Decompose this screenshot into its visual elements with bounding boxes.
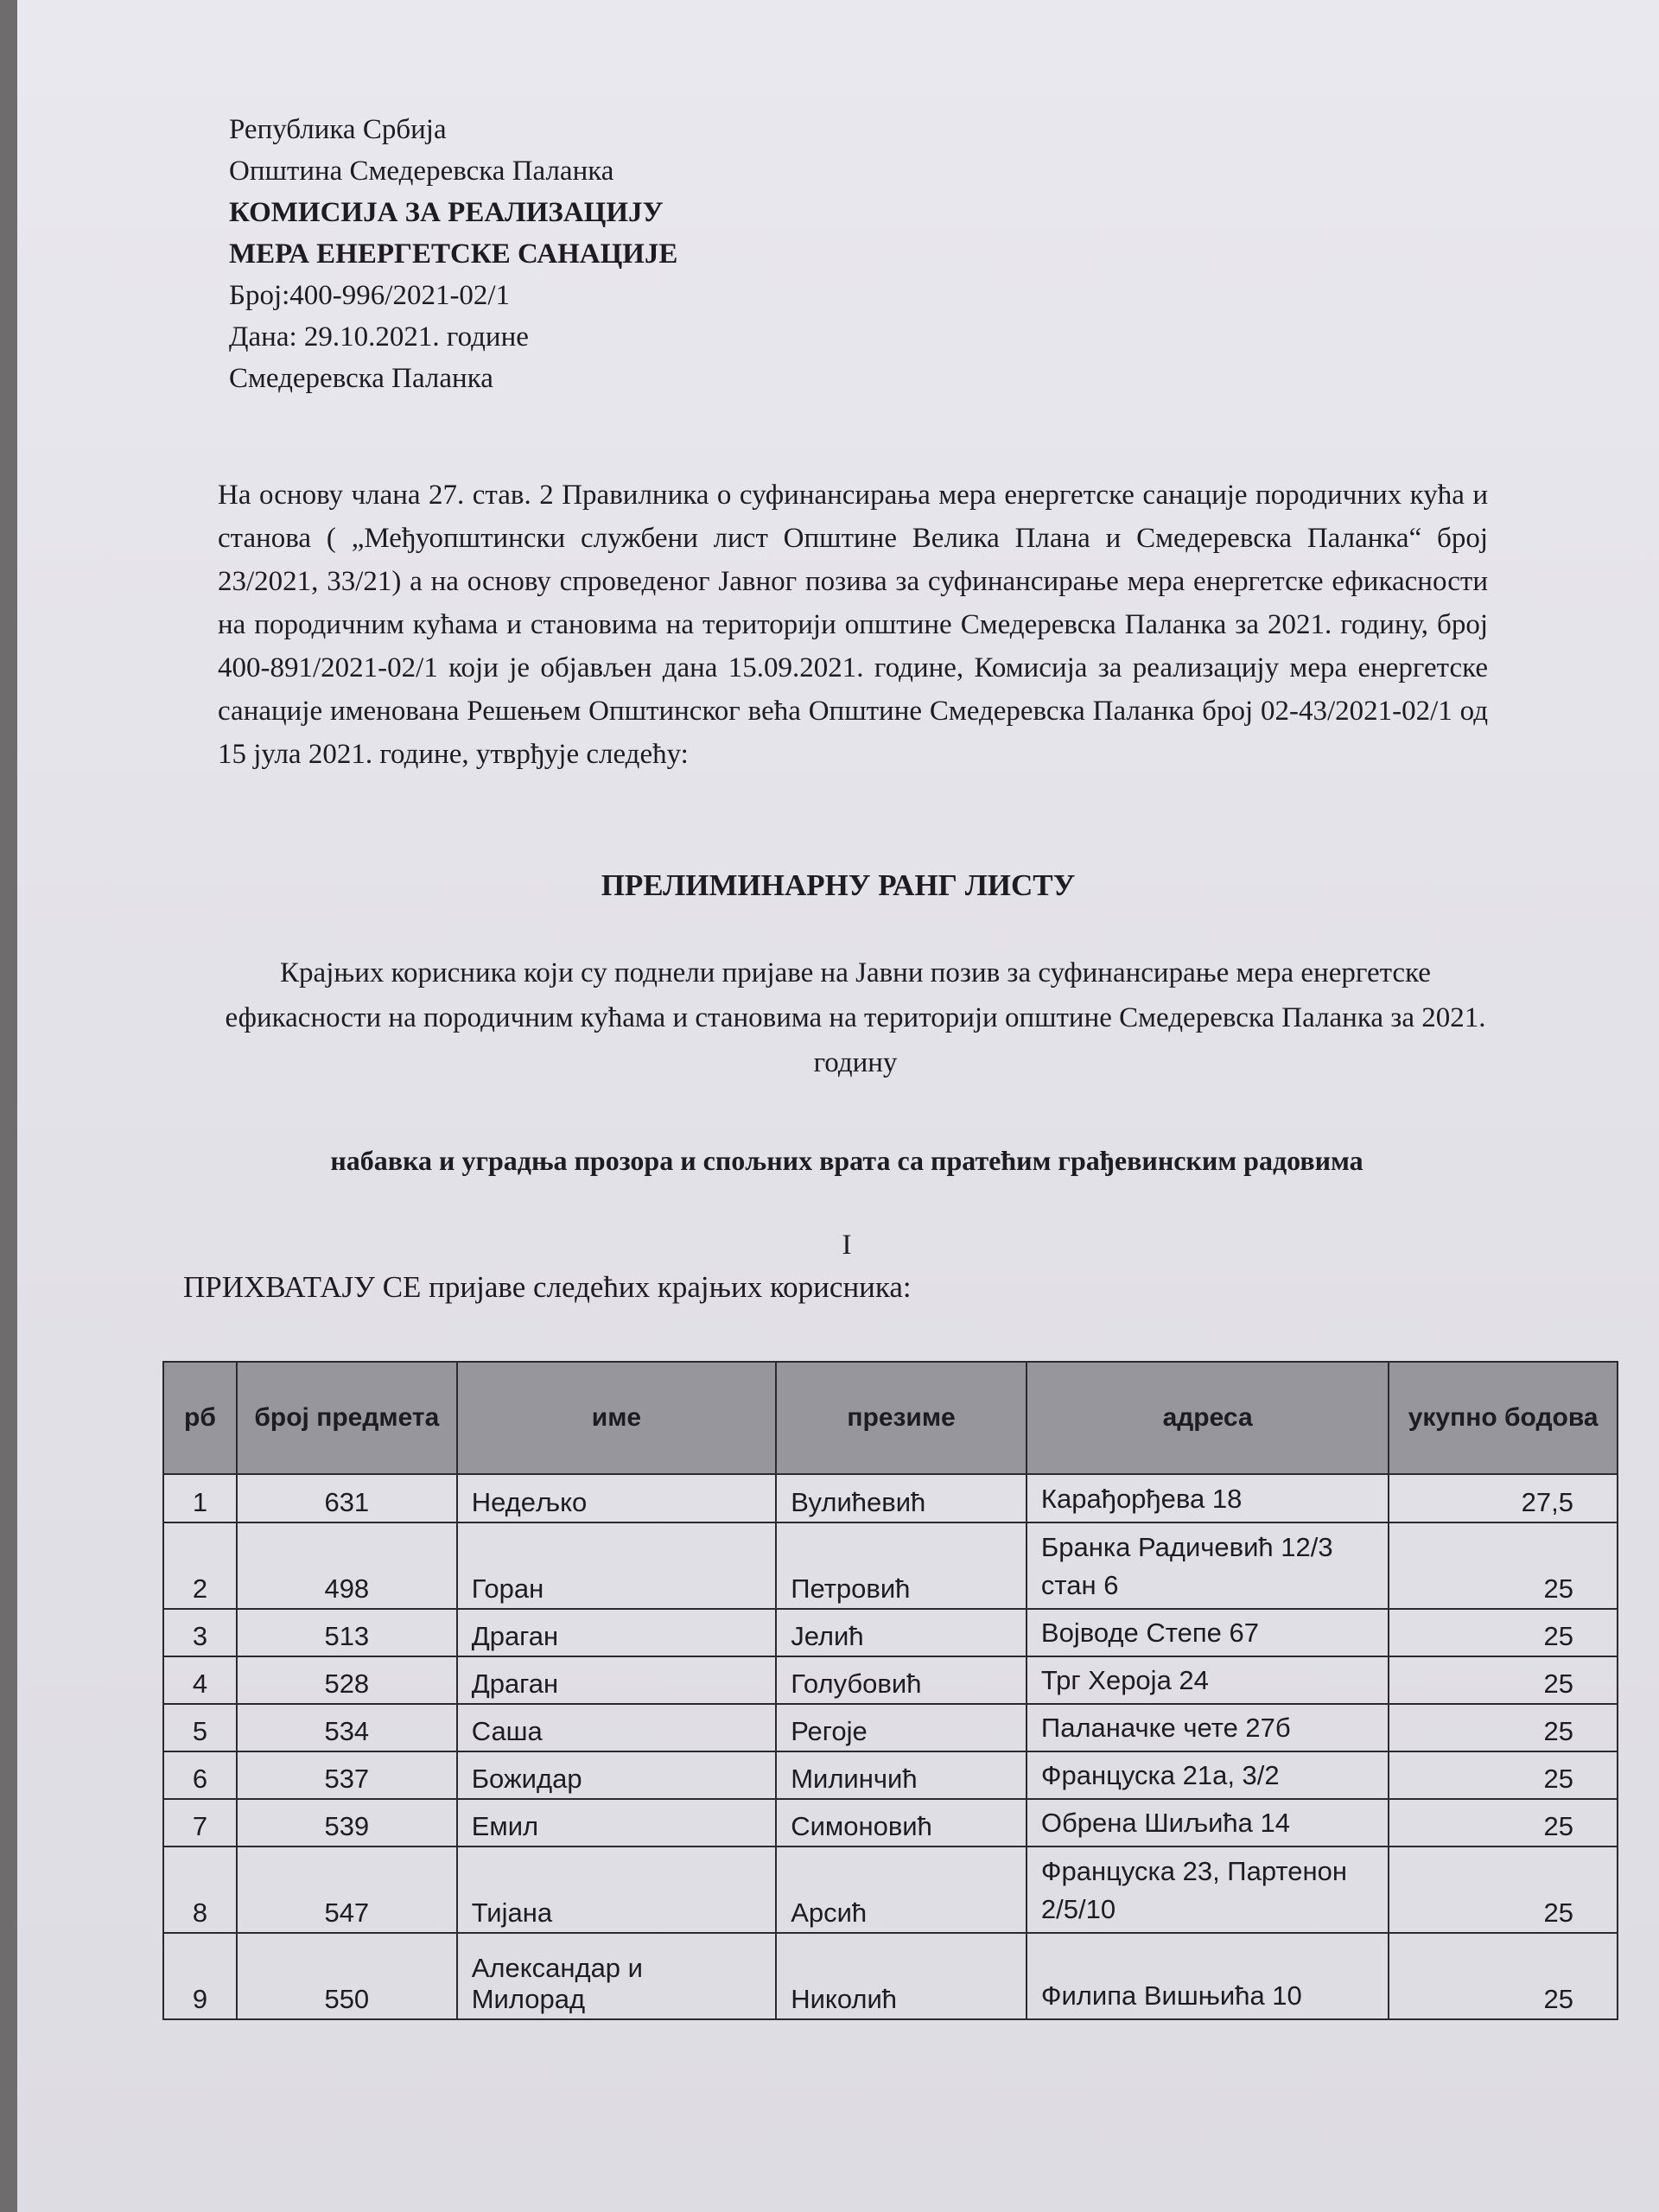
- header-country: Република Србија: [229, 114, 447, 145]
- col-header-last-name: презиме: [776, 1362, 1027, 1474]
- cell-first-name: Драган: [457, 1609, 777, 1656]
- document-page: [17, 0, 1659, 2212]
- cell-case: 513: [237, 1609, 457, 1656]
- cell-rb: 8: [163, 1847, 237, 1933]
- cell-address: Војводе Степе 67: [1027, 1609, 1389, 1656]
- header-number: Број:400-996/2021-02/1: [229, 280, 511, 311]
- page-title: ПРЕЛИМИНАРНУ РАНГ ЛИСТУ: [601, 868, 1076, 902]
- ranking-table: [162, 1361, 1618, 2020]
- cell-first-name: Божидар: [457, 1751, 777, 1799]
- cell-case: 537: [237, 1751, 457, 1799]
- cell-rb: 4: [163, 1656, 237, 1704]
- cell-first-name: Емил: [457, 1799, 777, 1847]
- cell-address: Трг Хероја 24: [1027, 1656, 1389, 1704]
- header-place: Смедеревска Паланка: [229, 363, 493, 394]
- cell-first-name: Горан: [457, 1522, 777, 1609]
- cell-last-name: Регоје: [776, 1704, 1027, 1751]
- cell-case: 550: [237, 1933, 457, 2019]
- measure-heading: набавка и уградња прозора и спољних врата са пратећим грађевинским радовима: [330, 1145, 1363, 1176]
- cell-rb: 5: [163, 1704, 237, 1751]
- cell-first-name: Саша: [457, 1704, 777, 1751]
- cell-address: Филипа Вишњића 10: [1027, 1933, 1389, 2019]
- cell-points: 25: [1389, 1522, 1618, 1609]
- cell-points: 25: [1389, 1609, 1618, 1656]
- cell-case: 528: [237, 1656, 457, 1704]
- header-commission-2: МЕРА ЕНЕРГЕТСКЕ САНАЦИЈЕ: [229, 238, 678, 270]
- cell-address: Карађорђева 18: [1027, 1474, 1389, 1522]
- cell-address: Паланачке чете 27б: [1027, 1704, 1389, 1751]
- table-row: [163, 1751, 1618, 1799]
- section-number: I: [842, 1230, 852, 1261]
- col-header-case: број предмета: [237, 1362, 457, 1474]
- document-header: [229, 109, 677, 399]
- table-row: [163, 1609, 1618, 1656]
- cell-points: 25: [1389, 1656, 1618, 1704]
- cell-last-name: Николић: [776, 1933, 1027, 2019]
- cell-last-name: Милинчић: [776, 1751, 1027, 1799]
- cell-points: 25: [1389, 1933, 1618, 2019]
- cell-last-name: Вулићевић: [776, 1474, 1027, 1522]
- header-commission: КОМИСИЈА ЗА РЕАЛИЗАЦИЈУ: [229, 197, 664, 228]
- cell-last-name: Симоновић: [776, 1799, 1027, 1847]
- cell-last-name: Јелић: [776, 1609, 1027, 1656]
- cell-address: Француска 23, Партенон 2/5/10: [1027, 1847, 1389, 1933]
- table-row: [163, 1847, 1618, 1933]
- cell-points: 25: [1389, 1751, 1618, 1799]
- cell-first-name: Александар и Милорад: [457, 1933, 777, 2019]
- cell-first-name: Драган: [457, 1656, 777, 1704]
- cell-rb: 2: [163, 1522, 237, 1609]
- cell-points: 25: [1389, 1847, 1618, 1933]
- table-row: [163, 1799, 1618, 1847]
- cell-first-name: Тијана: [457, 1847, 777, 1933]
- table-row: [163, 1656, 1618, 1704]
- table-row: [163, 1522, 1618, 1609]
- cell-points: 27,5: [1389, 1474, 1618, 1522]
- cell-case: 498: [237, 1522, 457, 1609]
- cell-points: 25: [1389, 1704, 1618, 1751]
- cell-rb: 1: [163, 1474, 237, 1522]
- intro-paragraph: На основу члана 27. став. 2 Правилника о суфинансирања мера енергетске санације породичних кућа и станова ( „Међуопштински службени лист Општине Велика Плана и Смедеревска Паланка“ број 23/2021, 33/21) а на основу спроведеног Јавног позива за суфинансирање мера енергетске ефикасности на породичним кућама и становима на територији општине Смедеревска Паланка за 2021. годину, број 400-891/2021-02/1 који је објављен дана 15.09.2021. године, Комисија за реализацију мера енергетске санације именована Решењем Општинског већа Општине Смедеревска Паланка број 02-43/2021-02/1 од 15 јула 2021. године, утврђује следећу:: [218, 480, 1488, 770]
- table-row: [163, 1933, 1618, 2019]
- cell-case: 631: [237, 1474, 457, 1522]
- cell-rb: 9: [163, 1933, 237, 2019]
- cell-case: 547: [237, 1847, 457, 1933]
- col-header-points: укупно бодова: [1389, 1362, 1618, 1474]
- cell-last-name: Петровић: [776, 1522, 1027, 1609]
- col-header-address: адреса: [1027, 1362, 1389, 1474]
- cell-last-name: Арсић: [776, 1847, 1027, 1933]
- cell-address: Бранка Радичевић 12/3 стан 6: [1027, 1522, 1389, 1609]
- table-header-row: [163, 1362, 1618, 1474]
- accept-statement: ПРИХВАТАЈУ СЕ пријаве следећих крајњих корисника:: [183, 1270, 912, 1304]
- subtitle: Крајњих корисника који су поднели пријаве на Јавни позив за суфинансирање мера енергетске ефикасности на породичним кућама и становима на територији општине Смедеревска Паланка за 2021. годину: [225, 957, 1486, 1078]
- cell-rb: 6: [163, 1751, 237, 1799]
- col-header-rb: рб: [163, 1362, 237, 1474]
- header-date: Дана: 29.10.2021. године: [229, 321, 529, 353]
- cell-case: 539: [237, 1799, 457, 1847]
- cell-rb: 7: [163, 1799, 237, 1847]
- cell-address: Обрена Шиљића 14: [1027, 1799, 1389, 1847]
- cell-rb: 3: [163, 1609, 237, 1656]
- cell-last-name: Голубовић: [776, 1656, 1027, 1704]
- col-header-first-name: име: [457, 1362, 777, 1474]
- table-row: [163, 1474, 1618, 1522]
- table-row: [163, 1704, 1618, 1751]
- cell-points: 25: [1389, 1799, 1618, 1847]
- cell-address: Француска 21а, 3/2: [1027, 1751, 1389, 1799]
- cell-case: 534: [237, 1704, 457, 1751]
- cell-first-name: Недељко: [457, 1474, 777, 1522]
- header-municipality: Општина Смедеревска Паланка: [229, 156, 614, 187]
